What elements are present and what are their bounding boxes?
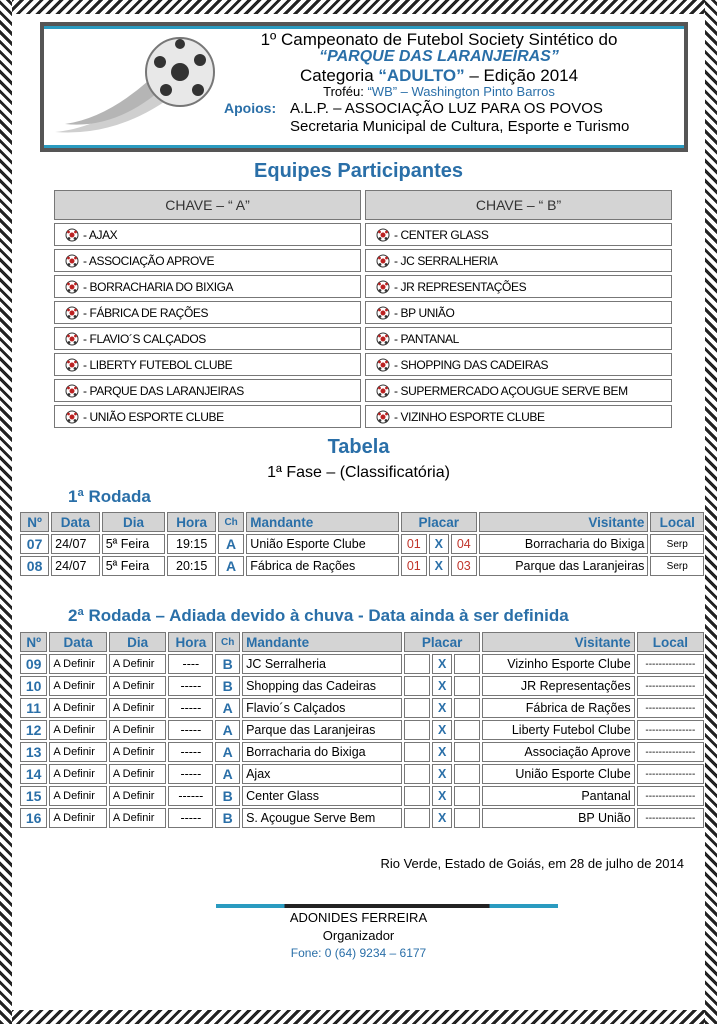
game-location: --------------- <box>637 764 704 784</box>
home-team: União Esporte Clube <box>246 534 398 554</box>
col-mandante: Mandante <box>242 632 402 652</box>
game-date: A Definir <box>49 654 107 674</box>
team-name: - VIZINHO ESPORTE CLUBE <box>394 409 545 424</box>
organizer-phone: Fone: 0 (64) 9234 – 6177 <box>290 946 427 960</box>
category-label: Categoria <box>299 66 379 85</box>
game-row <box>20 742 704 762</box>
ball-icon <box>376 410 390 424</box>
game-day: A Definir <box>109 654 167 674</box>
chaves-table <box>54 190 672 428</box>
team-name: - CENTER GLASS <box>394 227 489 242</box>
game-day: A Definir <box>109 786 167 806</box>
game-chave: A <box>215 742 240 762</box>
score-x: X <box>432 764 452 784</box>
championship-venue: “PARQUE DAS LARANJEIRAS” <box>319 48 559 65</box>
ball-icon <box>376 228 390 242</box>
home-team: Flavio´s Calçados <box>242 698 402 718</box>
soccer-ball-logo-icon <box>50 32 220 144</box>
game-row <box>20 764 704 784</box>
game-number: 13 <box>20 742 47 762</box>
game-time: ----- <box>168 764 213 784</box>
away-team: União Esporte Clube <box>482 764 635 784</box>
team-name: - SHOPPING DAS CADEIRAS <box>394 357 549 372</box>
fase-title: 1ª Fase – (Classificatória) <box>267 464 450 481</box>
score-x: X <box>429 534 449 554</box>
col-placar: Placar <box>401 512 477 532</box>
away-score <box>454 786 480 806</box>
team-name: - AJAX <box>83 227 118 242</box>
game-chave: B <box>215 676 240 696</box>
game-date: A Definir <box>49 808 107 828</box>
game-location: --------------- <box>637 676 704 696</box>
game-chave: B <box>215 786 240 806</box>
game-location: --------------- <box>637 698 704 718</box>
away-score <box>454 808 480 828</box>
away-team: Pantanal <box>482 786 635 806</box>
game-row <box>20 698 704 718</box>
game-row <box>20 720 704 740</box>
game-location: Serp <box>650 556 704 576</box>
game-number: 12 <box>20 720 47 740</box>
col-visitante: Visitante <box>482 632 635 652</box>
game-number: 07 <box>20 534 49 554</box>
away-team: BP União <box>482 808 635 828</box>
home-team: Shopping das Cadeiras <box>242 676 402 696</box>
rodada1-header-row <box>20 512 704 532</box>
game-location: Serp <box>650 534 704 554</box>
header-box <box>40 22 688 152</box>
game-day: A Definir <box>109 676 167 696</box>
team-name: - BP UNIÃO <box>394 305 455 320</box>
game-location: --------------- <box>637 742 704 762</box>
team-cell-b <box>365 301 672 324</box>
chaves-body <box>54 220 672 428</box>
game-date: A Definir <box>49 764 107 784</box>
game-day: A Definir <box>109 742 167 762</box>
col-dia: Dia <box>109 632 167 652</box>
game-day: A Definir <box>109 808 167 828</box>
away-team: JR Representações <box>482 676 635 696</box>
game-number: 09 <box>20 654 47 674</box>
home-score <box>404 742 430 762</box>
team-cell-b <box>365 379 672 402</box>
game-row <box>20 556 704 576</box>
apoios-label: Apoios: <box>224 100 277 116</box>
away-team: Associação Aprove <box>482 742 635 762</box>
page-border-top <box>0 0 717 14</box>
game-location: --------------- <box>637 808 704 828</box>
team-cell-a <box>54 301 361 324</box>
category-value: “ADULTO” <box>378 66 465 85</box>
team-name: - BORRACHARIA DO BIXIGA <box>83 279 234 294</box>
game-number: 10 <box>20 676 47 696</box>
col-hora: Hora <box>167 512 216 532</box>
home-team: Center Glass <box>242 786 402 806</box>
ball-icon <box>376 384 390 398</box>
ball-icon <box>65 228 79 242</box>
score-x: X <box>432 742 452 762</box>
team-cell-b <box>365 327 672 350</box>
game-day: A Definir <box>109 720 167 740</box>
game-date: A Definir <box>49 786 107 806</box>
away-score <box>454 764 480 784</box>
header-accent-line <box>44 26 684 29</box>
game-row <box>20 808 704 828</box>
col-visitante: Visitante <box>479 512 649 532</box>
tabela-title: Tabela <box>327 436 390 458</box>
trophy-value: “WB” – Washington Pinto Barros <box>367 84 555 99</box>
team-name: - JC SERRALHERIA <box>394 253 498 268</box>
home-score <box>404 676 430 696</box>
home-score: 01 <box>401 556 427 576</box>
game-chave: A <box>215 764 240 784</box>
game-time: 19:15 <box>167 534 216 554</box>
away-score <box>454 654 480 674</box>
ball-icon <box>376 332 390 346</box>
team-cell-b <box>365 353 672 376</box>
game-chave: A <box>215 698 240 718</box>
team-name: - UNIÃO ESPORTE CLUBE <box>83 409 224 424</box>
game-day: 5ª Feira <box>102 556 166 576</box>
home-score <box>404 698 430 718</box>
away-score <box>454 742 480 762</box>
col-local: Local <box>637 632 704 652</box>
ball-icon <box>65 280 79 294</box>
game-row <box>20 654 704 674</box>
team-cell-a <box>54 249 361 272</box>
organizer-role: Organizador <box>322 928 395 943</box>
score-x: X <box>432 786 452 806</box>
game-day: A Definir <box>109 764 167 784</box>
category-line <box>204 66 674 86</box>
signature-line <box>216 904 558 908</box>
home-team: Fábrica de Rações <box>246 556 398 576</box>
away-score: 03 <box>451 556 477 576</box>
rodada1-title: 1ª Rodada <box>68 487 151 506</box>
page-border-bottom <box>0 1010 717 1024</box>
home-score <box>404 786 430 806</box>
score-x: X <box>432 808 452 828</box>
game-chave: B <box>215 654 240 674</box>
game-row <box>20 676 704 696</box>
chave-b-header: CHAVE – “ B” <box>365 190 672 220</box>
score-x: X <box>432 676 452 696</box>
apoio-1: A.L.P. – ASSOCIAÇÃO LUZ PARA OS POVOS <box>290 100 603 117</box>
col-data: Data <box>49 632 107 652</box>
home-score <box>404 808 430 828</box>
game-time: ----- <box>168 742 213 762</box>
game-number: 11 <box>20 698 47 718</box>
organizer-name: ADONIDES FERREIRA <box>289 910 428 925</box>
game-location: --------------- <box>637 720 704 740</box>
game-chave: A <box>218 556 244 576</box>
game-number: 14 <box>20 764 47 784</box>
game-location: --------------- <box>637 786 704 806</box>
col-placar: Placar <box>404 632 480 652</box>
team-cell-a <box>54 353 361 376</box>
game-chave: A <box>218 534 244 554</box>
header-accent-line-bottom <box>44 145 684 148</box>
team-name: - ASSOCIAÇÃO APROVE <box>83 253 215 268</box>
game-row <box>20 534 704 554</box>
game-time: ------ <box>168 786 213 806</box>
team-cell-a <box>54 405 361 428</box>
footer-date: Rio Verde, Estado de Goiás, em 28 de julho de 2014 <box>380 856 684 871</box>
game-number: 16 <box>20 808 47 828</box>
game-number: 08 <box>20 556 49 576</box>
col-local: Local <box>650 512 704 532</box>
team-cell-b <box>365 249 672 272</box>
col-dia: Dia <box>102 512 166 532</box>
ball-icon <box>376 280 390 294</box>
game-time: ---- <box>168 654 213 674</box>
ball-icon <box>65 332 79 346</box>
col-data: Data <box>51 512 100 532</box>
col-num: Nº <box>20 632 47 652</box>
ball-icon <box>65 410 79 424</box>
game-time: ----- <box>168 720 213 740</box>
page-border-right <box>705 0 717 1024</box>
col-num: Nº <box>20 512 49 532</box>
team-cell-a <box>54 327 361 350</box>
game-date: A Definir <box>49 698 107 718</box>
game-date: 24/07 <box>51 534 100 554</box>
team-cell-a <box>54 379 361 402</box>
game-time: ----- <box>168 698 213 718</box>
away-team: Parque das Laranjeiras <box>479 556 649 576</box>
home-score <box>404 764 430 784</box>
away-score <box>454 676 480 696</box>
team-name: - FÁBRICA DE RAÇÕES <box>83 305 209 320</box>
game-location: --------------- <box>637 654 704 674</box>
game-number: 15 <box>20 786 47 806</box>
away-team: Borracharia do Bixiga <box>479 534 649 554</box>
ball-icon <box>65 358 79 372</box>
team-cell-b <box>365 223 672 246</box>
home-score <box>404 654 430 674</box>
rodada2-title: 2ª Rodada – Adiada devido à chuva - Data ainda à ser definida <box>68 606 569 625</box>
ball-icon <box>376 358 390 372</box>
apoio-2: Secretaria Municipal de Cultura, Esporte e Turismo <box>290 118 630 135</box>
game-time: ----- <box>168 808 213 828</box>
game-day: A Definir <box>109 698 167 718</box>
team-name: - SUPERMERCADO AÇOUGUE SERVE BEM <box>394 383 628 398</box>
ball-icon <box>65 384 79 398</box>
home-team: S. Açougue Serve Bem <box>242 808 402 828</box>
team-cell-a <box>54 223 361 246</box>
col-hora: Hora <box>168 632 213 652</box>
ball-icon <box>376 306 390 320</box>
team-name: - FLAVIO´S CALÇADOS <box>83 331 206 346</box>
team-cell-a <box>54 275 361 298</box>
ball-icon <box>65 254 79 268</box>
away-score: 04 <box>451 534 477 554</box>
game-time: 20:15 <box>167 556 216 576</box>
trophy-label: Troféu: <box>323 84 368 99</box>
ball-icon <box>376 254 390 268</box>
away-score <box>454 720 480 740</box>
trophy-line <box>204 84 674 99</box>
chave-a-header: CHAVE – “ A” <box>54 190 361 220</box>
rodada1-table <box>18 510 706 578</box>
game-date: 24/07 <box>51 556 100 576</box>
col-mandante: Mandante <box>246 512 398 532</box>
team-cell-b <box>365 405 672 428</box>
home-score: 01 <box>401 534 427 554</box>
game-day: 5ª Feira <box>102 534 166 554</box>
score-x: X <box>432 698 452 718</box>
game-date: A Definir <box>49 742 107 762</box>
game-date: A Definir <box>49 720 107 740</box>
team-name: - LIBERTY FUTEBOL CLUBE <box>83 357 233 372</box>
col-ch: Ch <box>218 512 244 532</box>
score-x: X <box>432 720 452 740</box>
team-name: - PARQUE DAS LARANJEIRAS <box>83 383 244 398</box>
championship-title: 1º Campeonato de Futebol Society Sintético do <box>260 30 618 49</box>
team-name: - PANTANAL <box>394 331 459 346</box>
score-x: X <box>429 556 449 576</box>
away-score <box>454 698 480 718</box>
game-chave: A <box>215 720 240 740</box>
home-team: Borracharia do Bixiga <box>242 742 402 762</box>
game-time: ----- <box>168 676 213 696</box>
game-row <box>20 786 704 806</box>
home-team: Parque das Laranjeiras <box>242 720 402 740</box>
home-team: JC Serralheria <box>242 654 402 674</box>
team-cell-b <box>365 275 672 298</box>
away-team: Vizinho Esporte Clube <box>482 654 635 674</box>
game-chave: B <box>215 808 240 828</box>
game-date: A Definir <box>49 676 107 696</box>
home-score <box>404 720 430 740</box>
equipes-title: Equipes Participantes <box>254 160 463 182</box>
col-ch: Ch <box>215 632 240 652</box>
ball-icon <box>65 306 79 320</box>
away-team: Fábrica de Rações <box>482 698 635 718</box>
score-x: X <box>432 654 452 674</box>
away-team: Liberty Futebol Clube <box>482 720 635 740</box>
rodada2-header-row <box>20 632 704 652</box>
home-team: Ajax <box>242 764 402 784</box>
edition: – Edição 2014 <box>464 66 579 85</box>
rodada2-table <box>18 630 706 830</box>
team-name: - JR REPRESENTAÇÕES <box>394 279 527 294</box>
